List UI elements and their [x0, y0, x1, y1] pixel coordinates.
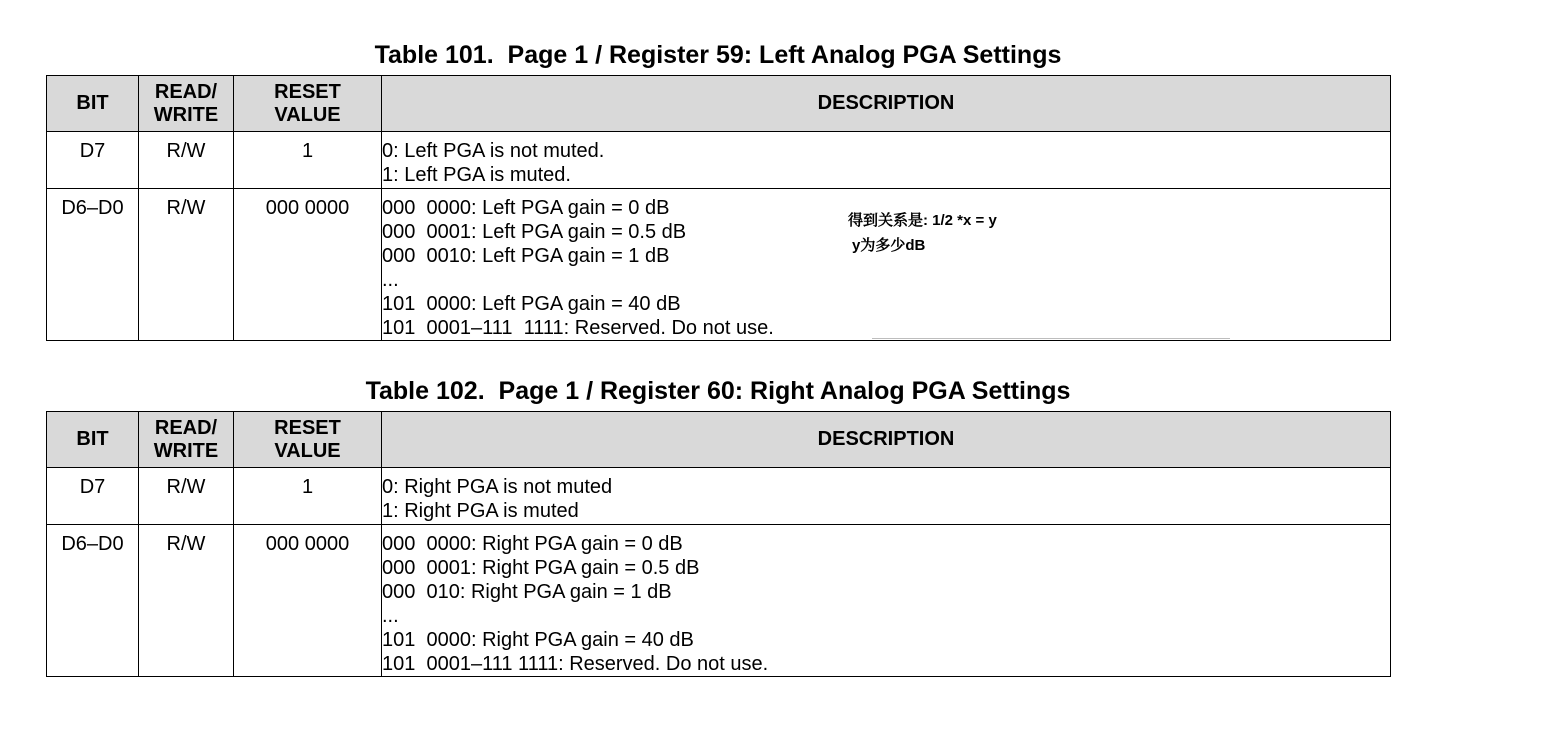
cell-read-write: R/W — [139, 525, 234, 677]
annotation-line-1: 得到关系是: 1/2 *x = y — [848, 212, 997, 229]
header-description: DESCRIPTION — [382, 412, 1391, 468]
header-reset-value — [234, 76, 382, 132]
description-line: 101 0001–111 1111: Reserved. Do not use. — [382, 317, 774, 339]
header-reset-line2: VALUE — [274, 439, 341, 462]
cell-bit: D6–D0 — [47, 189, 139, 341]
description-line: 000 0001: Left PGA gain = 0.5 dB — [382, 221, 687, 243]
description-line: 101 0001–111 1111: Reserved. Do not use. — [382, 653, 769, 675]
cell-reset-value: 000 0000 — [234, 189, 382, 341]
table-102-caption: Table 102. Page 1 / Register 60: Right Analog PGA Settings — [365, 377, 1071, 405]
cell-read-write: R/W — [139, 189, 234, 341]
description-line: 000 0000: Left PGA gain = 0 dB — [382, 197, 670, 219]
description-line: 101 0000: Right PGA gain = 40 dB — [382, 629, 694, 651]
cell-description — [382, 132, 1391, 189]
cell-read-write: R/W — [139, 468, 234, 525]
header-reset-line2: VALUE — [274, 103, 341, 126]
description-line: ... — [382, 605, 399, 627]
cell-reset-value: 1 — [234, 132, 382, 189]
header-reset-line1: RESET — [274, 80, 341, 103]
cell-description — [382, 525, 1391, 677]
description-line: 1: Left PGA is muted. — [382, 164, 571, 186]
table-row — [47, 468, 1391, 525]
cell-reset-value: 000 0000 — [234, 525, 382, 677]
description-line: 0: Right PGA is not muted — [382, 476, 613, 498]
table-102 — [46, 411, 1391, 677]
description-line: 000 010: Right PGA gain = 1 dB — [382, 581, 672, 603]
table-101 — [46, 75, 1391, 341]
description-line: 000 0001: Right PGA gain = 0.5 dB — [382, 557, 700, 579]
header-read-write — [139, 76, 234, 132]
table-row — [47, 189, 1391, 341]
header-read-write-line2: WRITE — [153, 439, 219, 462]
header-reset-value — [234, 412, 382, 468]
cell-bit: D7 — [47, 132, 139, 189]
header-read-write-line1: READ/ — [154, 416, 218, 439]
header-read-write-line1: READ/ — [154, 80, 218, 103]
cell-bit: D7 — [47, 468, 139, 525]
description-line: ... — [382, 269, 399, 291]
header-bit: BIT — [47, 76, 139, 132]
description-line: 000 0000: Right PGA gain = 0 dB — [382, 533, 683, 555]
table-row — [47, 132, 1391, 189]
cell-description — [382, 468, 1391, 525]
cell-read-write: R/W — [139, 132, 234, 189]
header-bit: BIT — [47, 412, 139, 468]
description-line: 000 0010: Left PGA gain = 1 dB — [382, 245, 670, 267]
header-read-write-line2: WRITE — [153, 103, 219, 126]
cell-reset-value: 1 — [234, 468, 382, 525]
table-row — [47, 525, 1391, 677]
description-line: 1: Right PGA is muted — [382, 500, 579, 522]
table-header-row — [47, 412, 1391, 468]
divider — [872, 338, 1230, 339]
header-description: DESCRIPTION — [382, 76, 1391, 132]
table-101-caption: Table 101. Page 1 / Register 59: Left Analog PGA Settings — [374, 41, 1062, 69]
table-header-row — [47, 76, 1391, 132]
header-reset-line1: RESET — [274, 416, 341, 439]
description-line: 0: Left PGA is not muted. — [382, 140, 605, 162]
cell-bit: D6–D0 — [47, 525, 139, 677]
annotation-line-2: y为多少dB — [852, 237, 926, 254]
description-line: 101 0000: Left PGA gain = 40 dB — [382, 293, 681, 315]
header-read-write — [139, 412, 234, 468]
